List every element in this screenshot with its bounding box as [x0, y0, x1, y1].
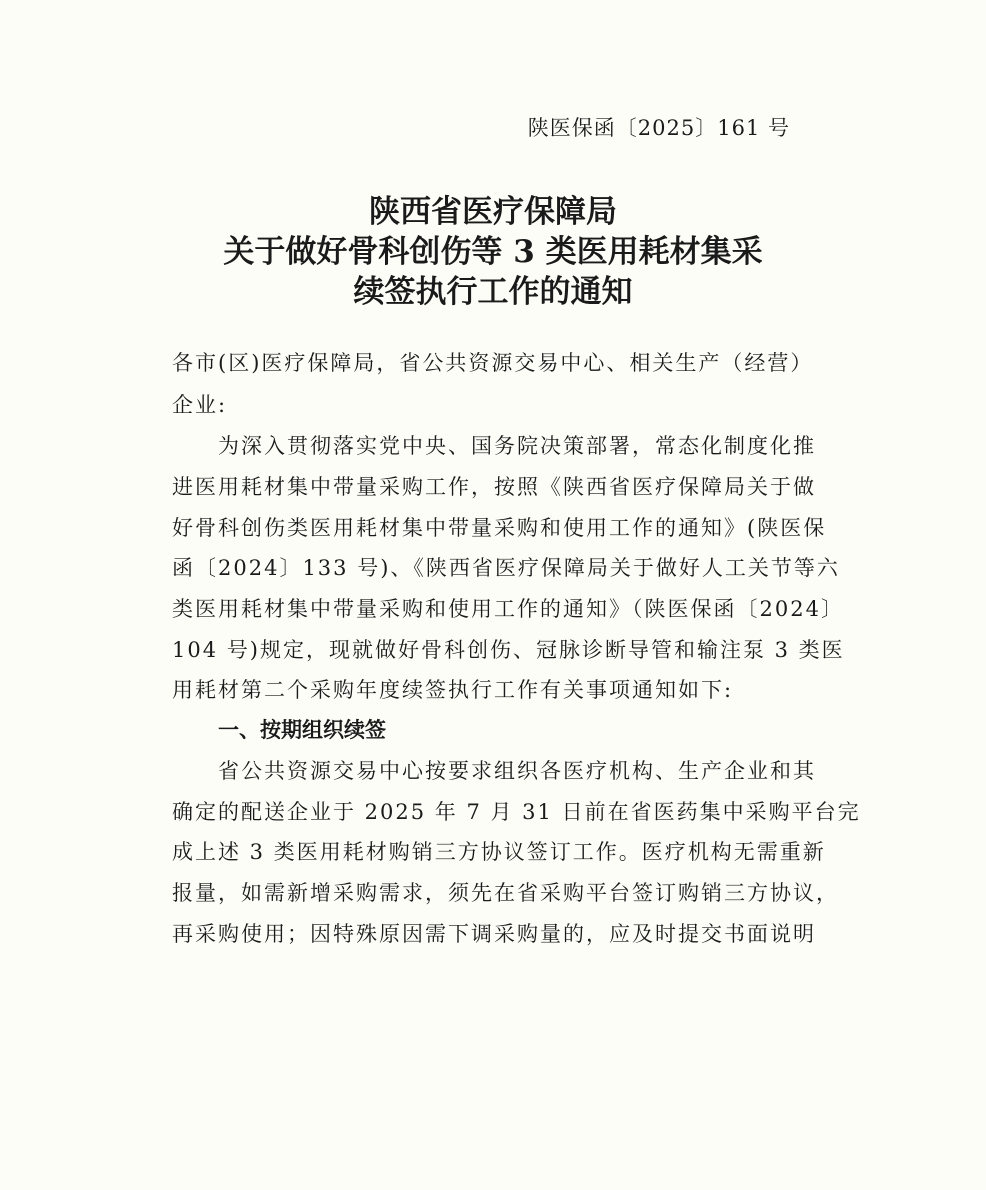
paragraph-2-line-4: 报量，如需新增采购需求，须先在省采购平台签订购销三方协议， [172, 881, 839, 905]
addressee-line-2: 企业: [172, 393, 228, 417]
paragraph-1-line-6: 104 号)规定，现就做好骨科创伤、冠脉诊断导管和输注泵 3 类医 [172, 638, 845, 662]
paragraph-2-line-3: 成上述 3 类医用耗材购销三方协议签订工作。医疗机构无需重新 [172, 840, 826, 864]
title-line-3: 续签执行工作的通知 [353, 274, 633, 310]
section-1-heading: 一、按期组织续签 [218, 718, 386, 742]
paragraph-2-line-1: 省公共资源交易中心按要求组织各医疗机构、生产企业和其 [218, 759, 816, 783]
paragraph-2-line-2: 确定的配送企业于 2025 年 7 月 31 日前在省医药集中采购平台完 [172, 800, 861, 824]
paragraph-1-line-5: 类医用耗材集中带量采购和使用工作的通知》（陕医保函〔2024〕 [172, 597, 844, 621]
paragraph-1-line-4: 函〔2024〕133 号)、《陕西省医疗保障局关于做好人工关节等六 [172, 556, 840, 580]
addressee-line-1: 各市(区)医疗保障局，省公共资源交易中心、相关生产（经营） [172, 351, 814, 375]
paragraph-1-line-7: 用耗材第二个采购年度续签执行工作有关事项通知如下: [172, 678, 734, 702]
paragraph-2-line-5: 再采购使用；因特殊原因需下调采购量的，应及时提交书面说明 [172, 922, 816, 946]
title-line-2: 关于做好骨科创伤等 3 类医用耗材集采 [223, 234, 763, 270]
paragraph-1-line-1: 为深入贯彻落实党中央、国务院决策部署，常态化制度化推 [218, 434, 816, 458]
title-line-1: 陕西省医疗保障局 [369, 194, 617, 230]
document-number: 陕医保函〔2025〕161 号 [527, 116, 790, 140]
paragraph-1-line-2: 进医用耗材集中带量采购工作，按照《陕西省医疗保障局关于做 [172, 475, 816, 499]
paragraph-1-line-3: 好骨科创伤类医用耗材集中带量采购和使用工作的通知》(陕医保 [172, 516, 827, 540]
